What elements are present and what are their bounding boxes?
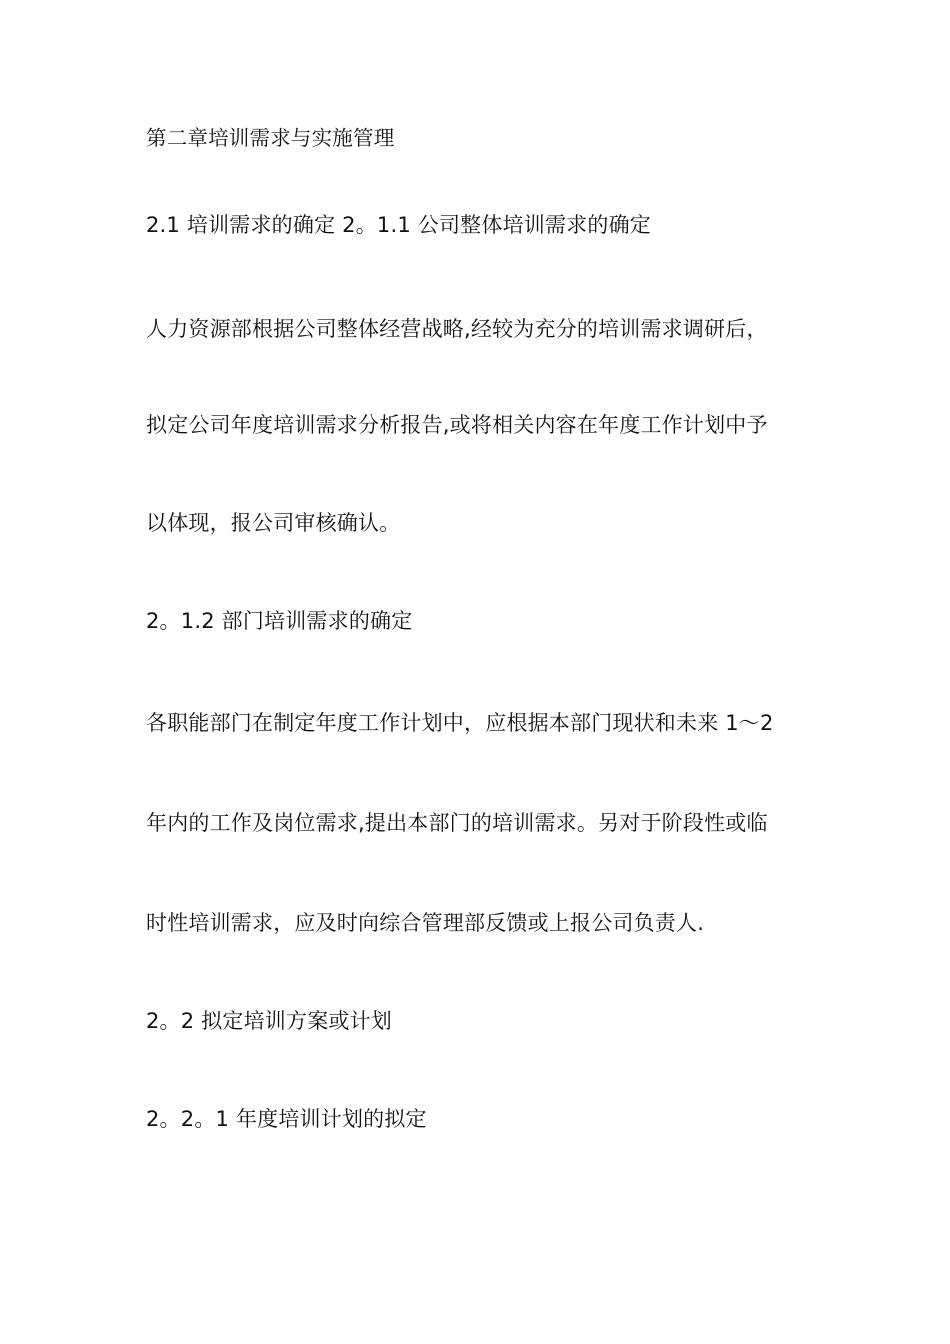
paragraph-line: 各职能部门在制定年度工作计划中，应根据本部门现状和未来 1～2	[146, 711, 774, 735]
section-heading-2-2: 2。2 拟定培训方案或计划	[146, 1009, 392, 1033]
chapter-title: 第二章培训需求与实施管理	[146, 126, 395, 150]
section-heading-2-2-1: 2。2。1 年度培训计划的拟定	[146, 1107, 427, 1131]
paragraph-line: 以体现，报公司审核确认。	[146, 511, 401, 535]
paragraph-line: 人力资源部根据公司整体经营战略,经较为充分的培训需求调研后，	[146, 317, 768, 341]
section-heading-2-1: 2.1 培训需求的确定 2。1.1 公司整体培训需求的确定	[146, 213, 651, 237]
paragraph-line: 拟定公司年度培训需求分析报告,或将相关内容在年度工作计划中予	[146, 413, 768, 437]
paragraph-line: 时性培训需求，应及时向综合管理部反馈或上报公司负责人.	[146, 911, 705, 935]
paragraph-line: 年内的工作及岗位需求,提出本部门的培训需求。另对于阶段性或临	[146, 811, 768, 835]
section-heading-2-1-2: 2。1.2 部门培训需求的确定	[146, 609, 413, 633]
